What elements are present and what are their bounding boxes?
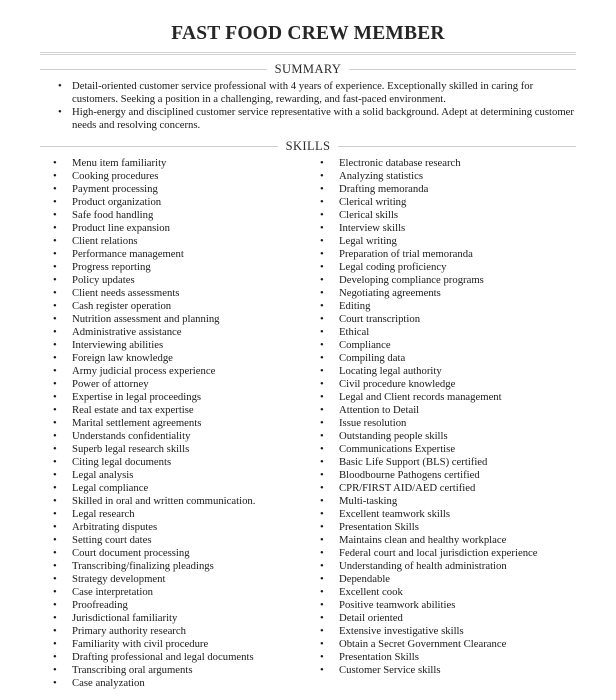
skill-item: • Menu item familiarity xyxy=(53,157,255,170)
skill-item: • Product line expansion xyxy=(53,222,255,235)
skill-item: • Interviewing abilities xyxy=(53,339,255,352)
skill-item: • Legal coding proficiency xyxy=(320,261,538,274)
page-title: FAST FOOD CREW MEMBER xyxy=(171,23,445,44)
skill-item: • Primary authority research xyxy=(53,625,255,638)
skills-rule-right xyxy=(338,146,576,147)
skill-item: • Payment processing xyxy=(53,183,255,196)
skill-item: • Understanding of health administration xyxy=(320,560,538,573)
skill-item: • Proofreading xyxy=(53,599,255,612)
skill-item: • Client relations xyxy=(53,235,255,248)
skill-item: • Cash register operation xyxy=(53,300,255,313)
skill-item: • Analyzing statistics xyxy=(320,170,538,183)
skill-item: • Citing legal documents xyxy=(53,456,255,469)
skill-item: • Power of attorney xyxy=(53,378,255,391)
skill-item: • Transcribing oral arguments xyxy=(53,664,255,677)
skill-item: • Customer Service skills xyxy=(320,664,538,677)
skill-item: • Preparation of trial memoranda xyxy=(320,248,538,261)
skill-item: • Interview skills xyxy=(320,222,538,235)
skill-item: • Real estate and tax expertise xyxy=(53,404,255,417)
skill-item: • Excellent teamwork skills xyxy=(320,508,538,521)
skill-item: • Positive teamwork abilities xyxy=(320,599,538,612)
skill-item: • Locating legal authority xyxy=(320,365,538,378)
summary-list xyxy=(58,80,576,132)
skills-list-left xyxy=(53,157,255,690)
skill-item: • Dependable xyxy=(320,573,538,586)
skill-item: • Negotiating agreements xyxy=(320,287,538,300)
skill-item: • Excellent cook xyxy=(320,586,538,599)
skill-item: • Presentation Skills xyxy=(320,651,538,664)
skill-item: • Understands confidentiality xyxy=(53,430,255,443)
skill-item: • Policy updates xyxy=(53,274,255,287)
skill-item: • Client needs assessments xyxy=(53,287,255,300)
summary-rule-right xyxy=(349,69,576,70)
skill-item: • Editing xyxy=(320,300,538,313)
skill-item: • Extensive investigative skills xyxy=(320,625,538,638)
skill-item: • Product organization xyxy=(53,196,255,209)
skill-item: • Case analyzation xyxy=(53,677,255,690)
skill-item: • Detail oriented xyxy=(320,612,538,625)
title-divider xyxy=(40,52,576,55)
skill-item: • Safe food handling xyxy=(53,209,255,222)
skill-item: • Strategy development xyxy=(53,573,255,586)
skill-item: • Drafting memoranda xyxy=(320,183,538,196)
skill-item: • Court transcription xyxy=(320,313,538,326)
skill-item: • Basic Life Support (BLS) certified xyxy=(320,456,538,469)
skills-heading-label: SKILLS xyxy=(285,139,331,153)
skill-item: • Administrative assistance xyxy=(53,326,255,339)
skill-item: • Marital settlement agreements xyxy=(53,417,255,430)
skill-item: • Legal analysis xyxy=(53,469,255,482)
skills-heading xyxy=(40,139,576,153)
skill-item: • Federal court and local jurisdiction experience xyxy=(320,547,538,560)
skill-item: • Outstanding people skills xyxy=(320,430,538,443)
skill-item: • Issue resolution xyxy=(320,417,538,430)
skill-item: • Electronic database research xyxy=(320,157,538,170)
skill-item: • Familiarity with civil procedure xyxy=(53,638,255,651)
skill-item: • Ethical xyxy=(320,326,538,339)
skill-item: • Compliance xyxy=(320,339,538,352)
skill-item: • Expertise in legal proceedings xyxy=(53,391,255,404)
skill-item: • Foreign law knowledge xyxy=(53,352,255,365)
skill-item: • Developing compliance programs xyxy=(320,274,538,287)
summary-heading xyxy=(40,62,576,76)
skill-item: • Attention to Detail xyxy=(320,404,538,417)
skills-rule-left xyxy=(40,146,278,147)
skill-item: • Progress reporting xyxy=(53,261,255,274)
skill-item: • Drafting professional and legal documents xyxy=(53,651,255,664)
skill-item: • Setting court dates xyxy=(53,534,255,547)
skill-item: • Obtain a Secret Government Clearance xyxy=(320,638,538,651)
skill-item: • Legal research xyxy=(53,508,255,521)
skill-item: • Case interpretation xyxy=(53,586,255,599)
skill-item: • Multi-tasking xyxy=(320,495,538,508)
skill-item: • Superb legal research skills xyxy=(53,443,255,456)
skill-item: • Bloodbourne Pathogens certified xyxy=(320,469,538,482)
skill-item: • Civil procedure knowledge xyxy=(320,378,538,391)
skill-item: • Army judicial process experience xyxy=(53,365,255,378)
summary-heading-label: SUMMARY xyxy=(274,62,342,76)
skill-item: • Transcribing/finalizing pleadings xyxy=(53,560,255,573)
skill-item: • Skilled in oral and written communication. xyxy=(53,495,255,508)
summary-item: • Detail-oriented customer service professional with 4 years of experience. Exceptionally skilled in caring for customers. Seeking a position in a challenging, rewarding, and fast-paced environment. xyxy=(58,80,576,106)
skill-item: • Nutrition assessment and planning xyxy=(53,313,255,326)
skill-item: • Legal and Client records management xyxy=(320,391,538,404)
skill-item: • Clerical writing xyxy=(320,196,538,209)
skill-item: • Court document processing xyxy=(53,547,255,560)
skill-item: • Compiling data xyxy=(320,352,538,365)
summary-rule-left xyxy=(40,69,267,70)
summary-item: • High-energy and disciplined customer service representative with a solid background. Adept at determining customer needs and resolving concerns. xyxy=(58,106,576,132)
skill-item: • Cooking procedures xyxy=(53,170,255,183)
skill-item: • CPR/FIRST AID/AED certified xyxy=(320,482,538,495)
skill-item: • Performance management xyxy=(53,248,255,261)
skill-item: • Communications Expertise xyxy=(320,443,538,456)
skills-list-right xyxy=(320,157,538,677)
skill-item: • Legal compliance xyxy=(53,482,255,495)
skill-item: • Clerical skills xyxy=(320,209,538,222)
skill-item: • Presentation Skills xyxy=(320,521,538,534)
skill-item: • Maintains clean and healthy workplace xyxy=(320,534,538,547)
skill-item: • Jurisdictional familiarity xyxy=(53,612,255,625)
skill-item: • Arbitrating disputes xyxy=(53,521,255,534)
skill-item: • Legal writing xyxy=(320,235,538,248)
